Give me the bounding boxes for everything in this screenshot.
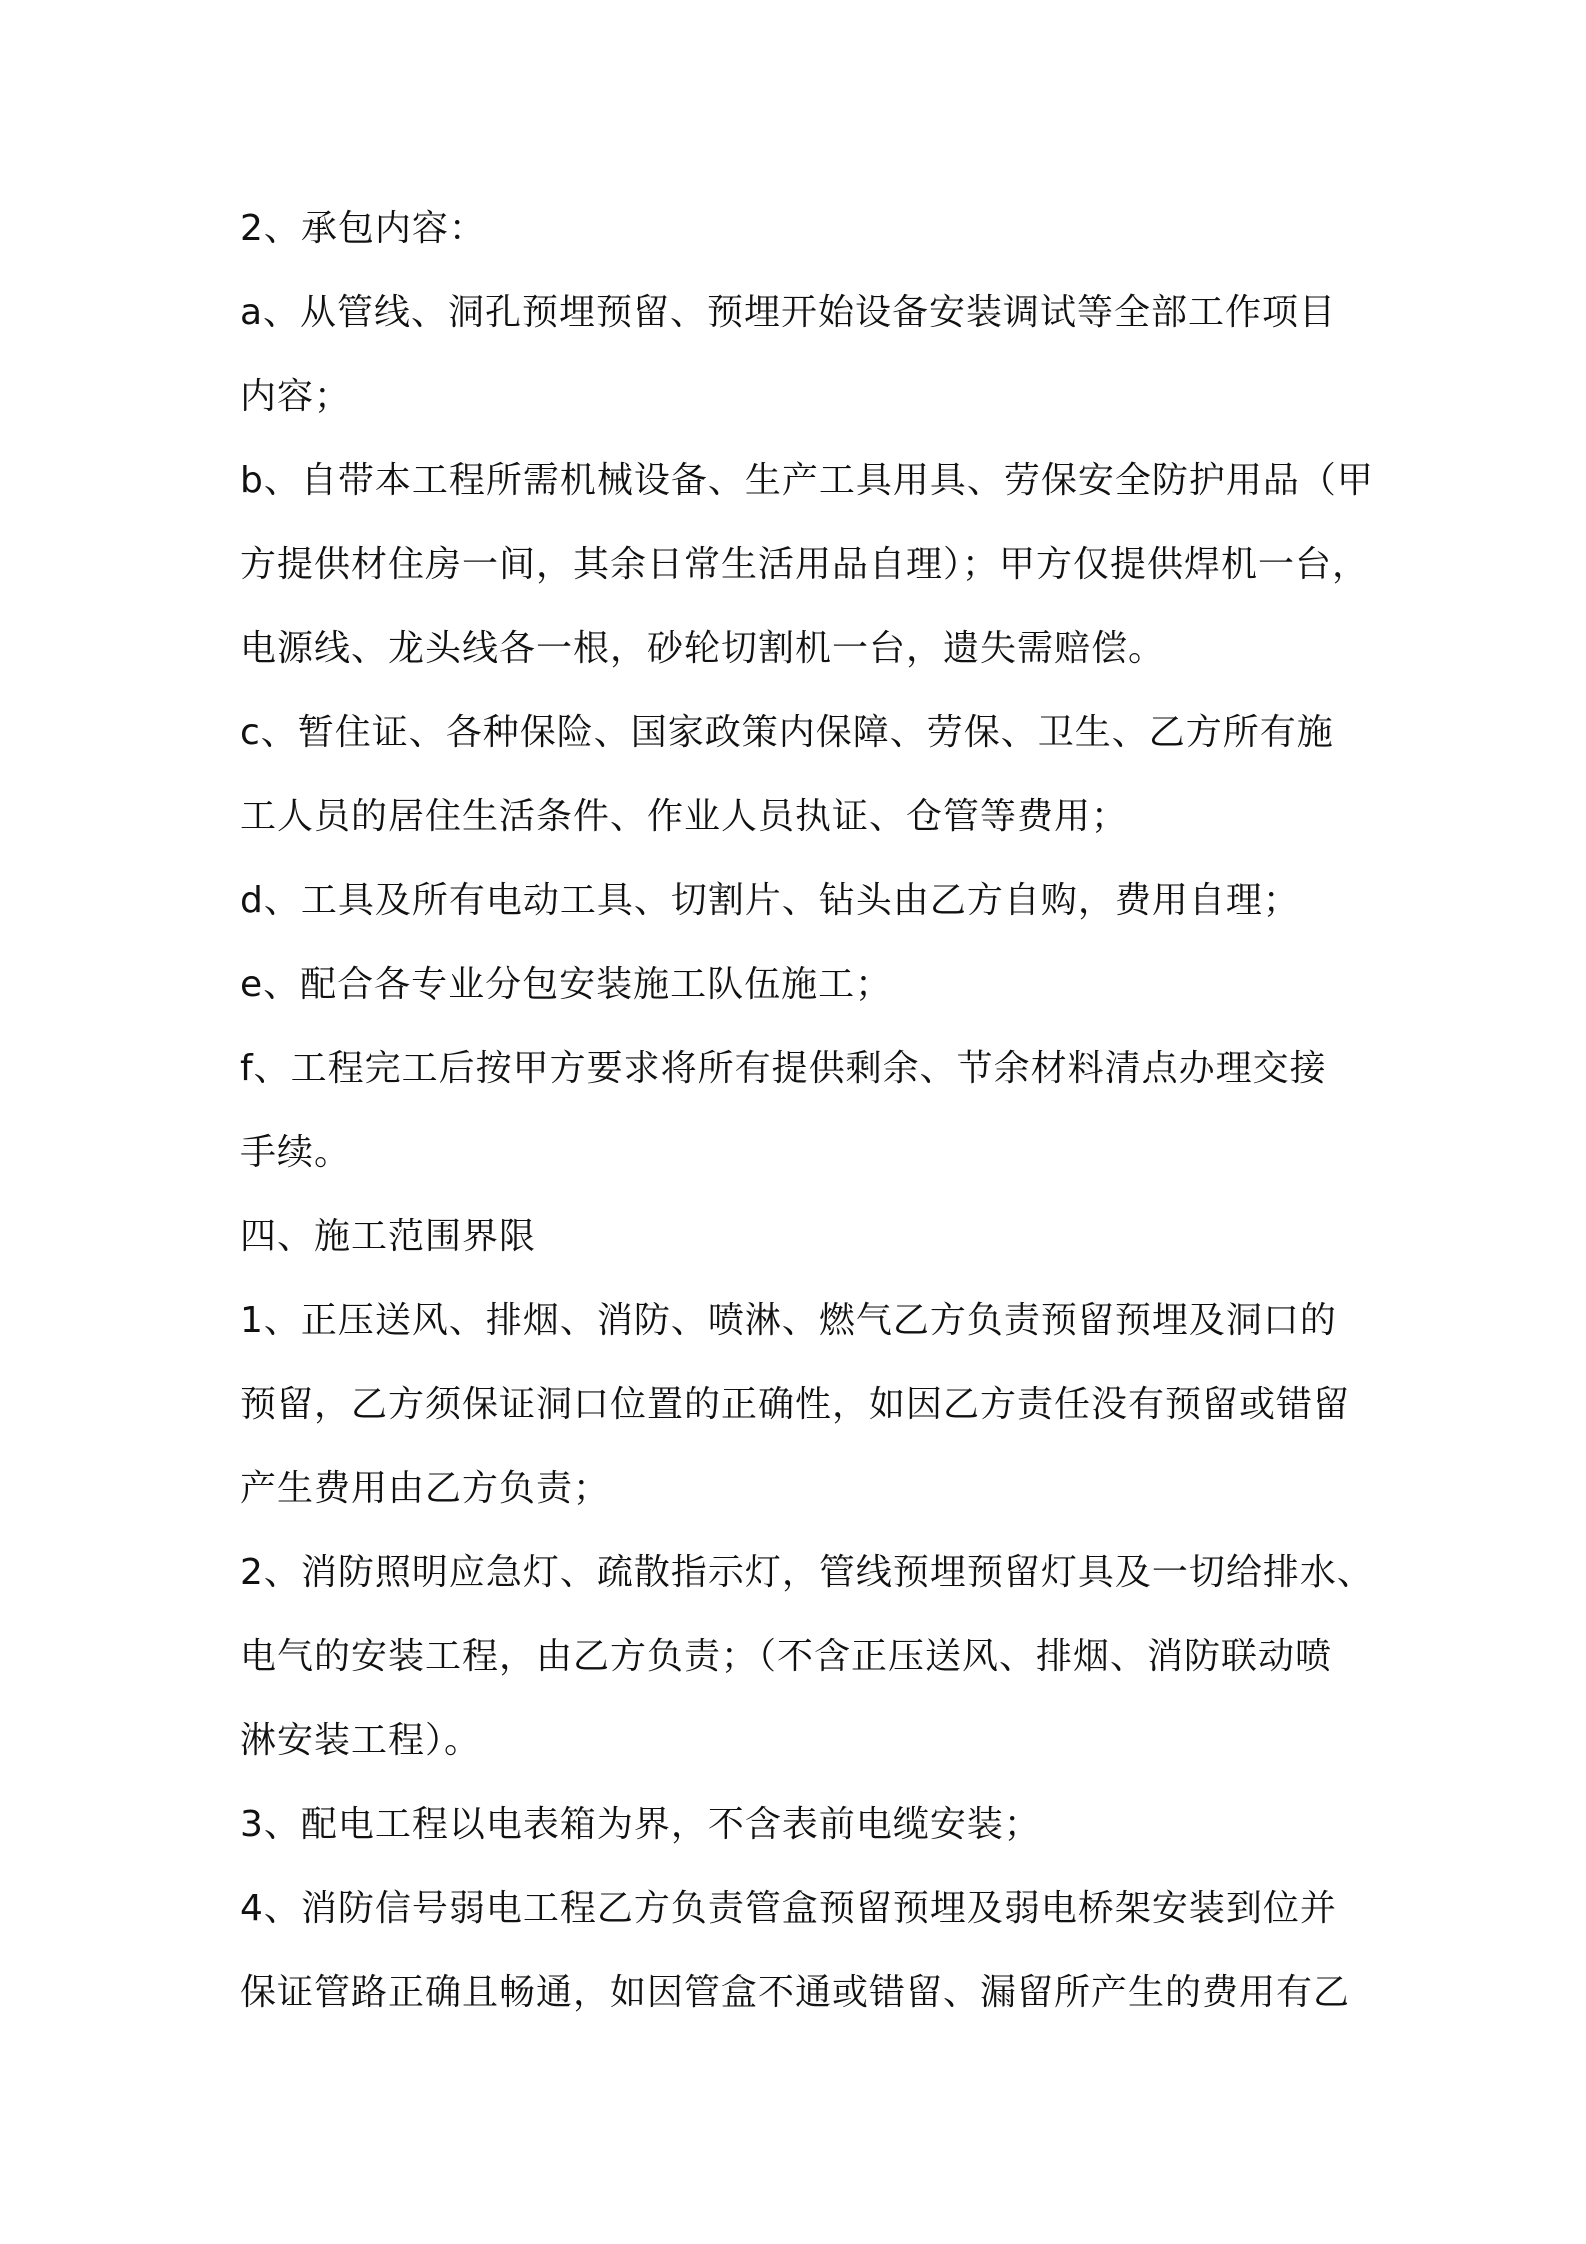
text-line: 2、消防照明应急灯、疏散指示灯，管线预埋预留灯具及一切给排水、 bbox=[240, 1552, 1374, 1593]
text-line: 产生费用由乙方负责； bbox=[240, 1468, 611, 1509]
text-line: 3、配电工程以电表箱为界，不含表前电缆安装； bbox=[240, 1804, 1041, 1845]
text-line: a、从管线、洞孔预埋预留、预埋开始设备安装调试等全部工作项目 bbox=[240, 292, 1337, 333]
text-line: 预留，乙方须保证洞口位置的正确性，如因乙方责任没有预留或错留 bbox=[240, 1384, 1351, 1425]
text-line: 方提供材住房一间，其余日常生活用品自理）；甲方仅提供焊机一台， bbox=[240, 544, 1370, 585]
text-line: 保证管路正确且畅通，如因管盒不通或错留、漏留所产生的费用有乙 bbox=[240, 1972, 1351, 2013]
text-line: f、工程完工后按甲方要求将所有提供剩余、节余材料清点办理交接 bbox=[240, 1048, 1327, 1089]
text-line: 电源线、龙头线各一根，砂轮切割机一台，遗失需赔偿。 bbox=[240, 628, 1166, 669]
text-line: e、配合各专业分包安装施工队伍施工； bbox=[240, 964, 893, 1005]
text-line: b、自带本工程所需机械设备、生产工具用具、劳保安全防护用品（甲 bbox=[240, 460, 1374, 501]
section-heading: 四、施工范围界限 bbox=[240, 1216, 537, 1257]
text-line: 淋安装工程）。 bbox=[240, 1720, 482, 1761]
text-line: 工人员的居住生活条件、作业人员执证、仓管等费用； bbox=[240, 796, 1129, 837]
text-line: 4、消防信号弱电工程乙方负责管盒预留预埋及弱电桥架安装到位并 bbox=[240, 1888, 1337, 1929]
text-line: 1、正压送风、排烟、消防、喷淋、燃气乙方负责预留预埋及洞口的 bbox=[240, 1300, 1337, 1341]
document-body bbox=[240, 198, 1390, 2046]
text-line: 内容； bbox=[240, 376, 352, 417]
text-line: 2、承包内容： bbox=[240, 208, 486, 249]
text-line: c、暂住证、各种保险、国家政策内保障、劳保、卫生、乙方所有施 bbox=[240, 712, 1334, 753]
text-line: d、工具及所有电动工具、切割片、钻头由乙方自购，费用自理； bbox=[240, 880, 1300, 921]
text-line: 手续。 bbox=[240, 1132, 352, 1173]
text-line: 电气的安装工程，由乙方负责；（不含正压送风、排烟、消防联动喷 bbox=[240, 1636, 1333, 1677]
